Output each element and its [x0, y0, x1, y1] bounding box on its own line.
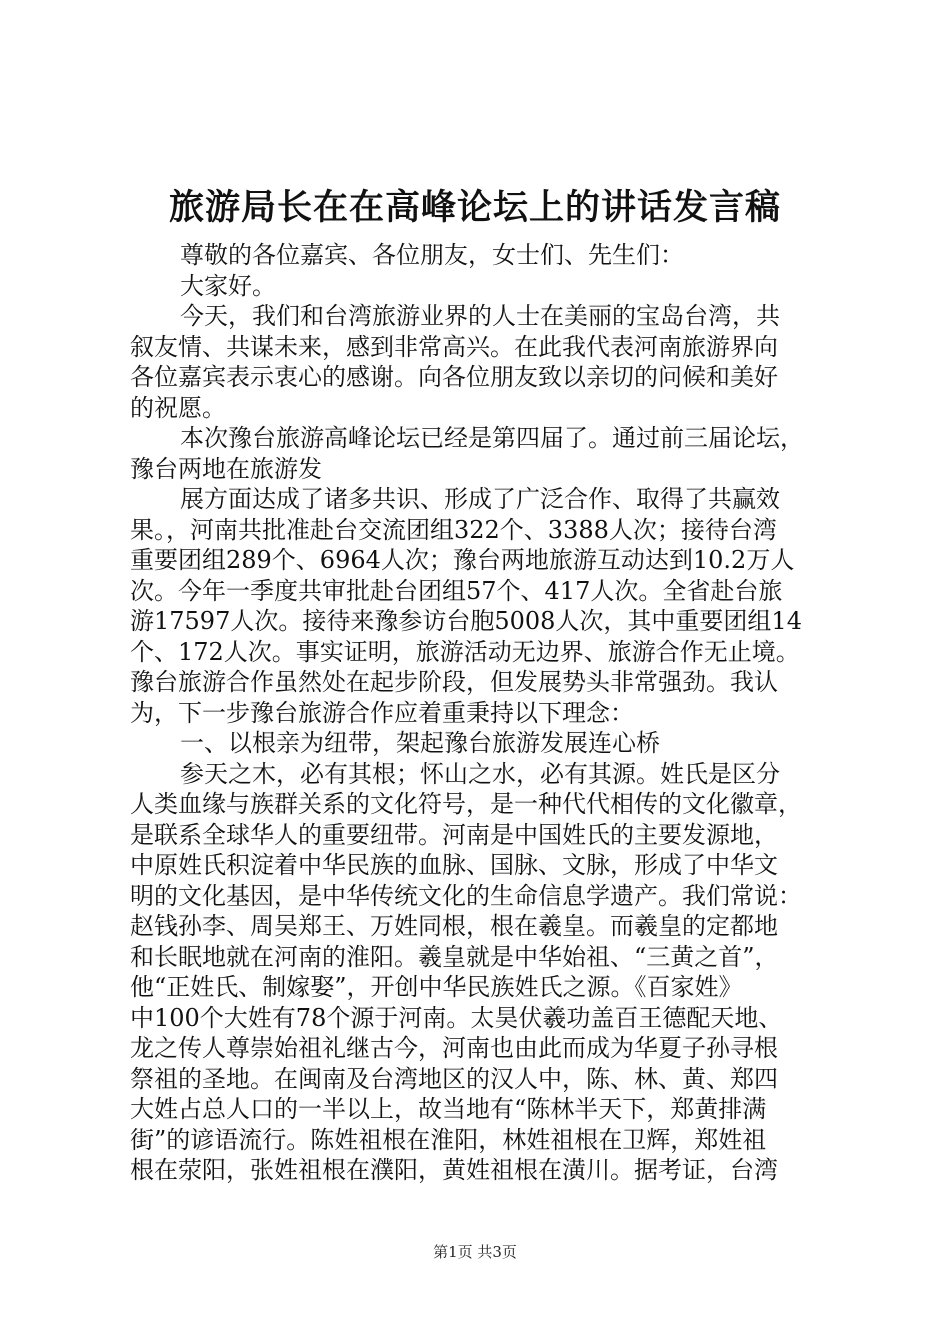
body-text-line: 尊敬的各位嘉宾、各位朋友，女士们、先生们：: [180, 241, 684, 269]
body-text-line: 本次豫台旅游高峰论坛已经是第四届了。通过前三届论坛，: [180, 424, 804, 452]
body-text-line: 一、以根亲为纽带，架起豫台旅游发展连心桥: [180, 729, 660, 757]
body-text-line: 次。今年一季度共审批赴台团组57个、417人次。全省赴台旅: [130, 576, 783, 605]
body-text-line: 中原姓氏积淀着中华民族的血脉、国脉、文脉，形成了中华文: [130, 851, 778, 879]
body-text-line: 各位嘉宾表示衷心的感谢。向各位朋友致以亲切的问候和美好: [130, 363, 778, 391]
document-body: [130, 240, 842, 1186]
page-footer: 第1页 共3页: [433, 1243, 517, 1261]
body-text-line: 参天之木，必有其根；怀山之水，必有其源。姓氏是区分: [180, 759, 780, 788]
body-text-line: 赵钱孙李、周吴郑王、万姓同根，根在羲皇。而羲皇的定都地: [130, 912, 778, 940]
body-text-line: 街”的谚语流行。陈姓祖根在淮阳，林姓祖根在卫辉，郑姓祖: [130, 1125, 767, 1154]
body-text-line: 豫台两地在旅游发: [130, 454, 322, 483]
body-text-line: 果。，河南共批准赴台交流团组322个、3388人次；接待台湾: [130, 515, 777, 544]
body-text-line: 祭祖的圣地。在闽南及台湾地区的汉人中，陈、林、黄、郑四: [130, 1064, 778, 1093]
body-text-line: 大家好。: [180, 271, 276, 300]
body-text-line: 和长眠地就在河南的淮阳。羲皇就是中华始祖、“三黄之首”，: [130, 942, 779, 971]
body-text-line: 今天，我们和台湾旅游业界的人士在美丽的宝岛台湾，共: [180, 302, 780, 330]
body-text-line: 展方面达成了诸多共识、形成了广泛合作、取得了共赢效: [180, 485, 780, 513]
body-text-line: 明的文化基因，是中华传统文化的生命信息学遗产。我们常说：: [130, 881, 802, 910]
body-text-line: 中100个大姓有78个源于河南。太昊伏羲功盖百王德配天地、: [130, 1003, 783, 1032]
body-text-line: 大姓占总人口的一半以上，故当地有“陈林半天下，郑黄排满: [130, 1095, 767, 1123]
body-text-line: 个、172人次。事实证明，旅游活动无边界、旅游合作无止境。: [130, 637, 800, 666]
body-text-line: 龙之传人尊崇始祖礼继古今，河南也由此而成为华夏子孙寻根: [130, 1034, 778, 1062]
body-text-line: 他“正姓氏、制嫁娶”，开创中华民族姓氏之源。《百家姓》: [130, 973, 743, 1001]
body-text-line: 人类血缘与族群关系的文化符号，是一种代代相传的文化徽章，: [130, 790, 802, 818]
body-text-line: 叙友情、共谋未来，感到非常高兴。在此我代表河南旅游界向: [130, 332, 778, 361]
body-text-line: 的祝愿。: [130, 393, 226, 422]
body-text-line: 是联系全球华人的重要纽带。河南是中国姓氏的主要发源地，: [130, 820, 778, 849]
body-text-line: 重要团组289个、6964人次；豫台两地旅游互动达到10.2万人: [130, 546, 795, 574]
document-title: 旅游局长在在高峰论坛上的讲话发言稿: [168, 188, 781, 228]
body-text-line: 为，下一步豫台旅游合作应着重秉持以下理念：: [130, 698, 634, 727]
body-text-line: 游17597人次。接待来豫参访台胞5008人次，其中重要团组14: [130, 607, 802, 635]
body-text-line: 根在荥阳，张姓祖根在濮阳，黄姓祖根在潢川。据考证，台湾: [130, 1156, 778, 1184]
body-text-line: 豫台旅游合作虽然处在起步阶段，但发展势头非常强劲。我认: [130, 668, 778, 696]
